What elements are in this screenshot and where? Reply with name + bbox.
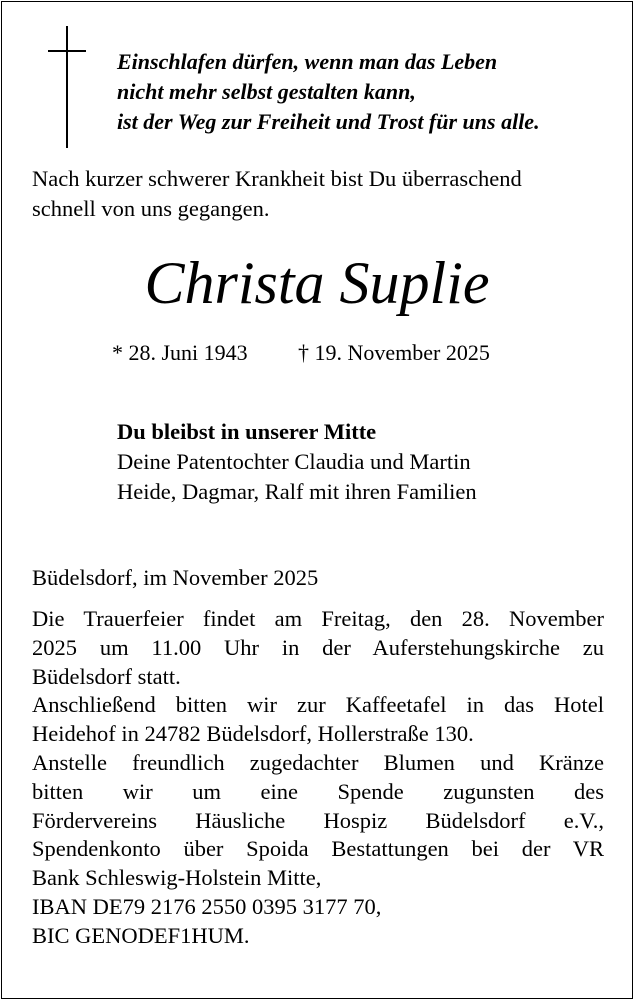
- verse-line: Einschlafen dürfen, wenn man das Leben: [117, 49, 498, 74]
- deceased-name: Christa Suplie: [144, 250, 490, 316]
- notice-line: Anschließend bitten wir zur Kaffeetafel in das Hotel: [32, 692, 604, 718]
- notice-line: Spendenkonto über Spoida Bestattungen bei der VR: [32, 836, 604, 862]
- life-dates: [112, 338, 490, 368]
- notice-line: Bank Schleswig-Holstein Mitte,: [32, 865, 322, 891]
- place-date: Büdelsdorf, im November 2025: [32, 565, 319, 590]
- notice-line: BIC GENODEF1HUM.: [32, 922, 250, 948]
- notice-line: Anstelle freundlich zugedachter Blumen und Kränze: [32, 749, 604, 775]
- memorial-verse: [117, 47, 540, 137]
- intro-text: [32, 164, 604, 224]
- notice-line: Büdelsdorf statt.: [32, 663, 181, 689]
- notice-line: 2025 um 11.00 Uhr in der Auferstehungskirche zu: [32, 634, 604, 660]
- mourners-line: Deine Patentochter Claudia und Martin: [117, 449, 471, 474]
- mourners-block: [117, 417, 477, 507]
- verse-line: nicht mehr selbst gestalten kann,: [117, 79, 416, 104]
- notice-line: Fördervereins Häusliche Hospiz Büdelsdorf e.V.,: [32, 807, 604, 833]
- notice-line: Die Trauerfeier findet am Freitag, den 28. November: [32, 606, 604, 631]
- notice-line: Heidehof in 24782 Büdelsdorf, Hollerstraße 130.: [32, 721, 474, 747]
- mourners-heading: Du bleibst in unserer Mitte: [117, 419, 377, 444]
- intro-line: schnell von uns gegangen.: [32, 196, 270, 221]
- cross-icon: [48, 26, 86, 148]
- intro-line: Nach kurzer schwerer Krankheit bist Du überraschend: [32, 166, 522, 191]
- funeral-notice: [32, 605, 604, 951]
- verse-line: ist der Weg zur Freiheit und Trost für uns alle.: [117, 109, 540, 134]
- mourners-line: Heide, Dagmar, Ralf mit ihren Familien: [117, 479, 477, 504]
- notice-line: IBAN DE79 2176 2550 0395 3177 70,: [32, 893, 382, 919]
- notice-line: bitten wir um eine Spende zugunsten des: [32, 778, 604, 804]
- death-date: † 19. November 2025: [298, 340, 490, 365]
- birth-date: * 28. Juni 1943: [112, 340, 248, 365]
